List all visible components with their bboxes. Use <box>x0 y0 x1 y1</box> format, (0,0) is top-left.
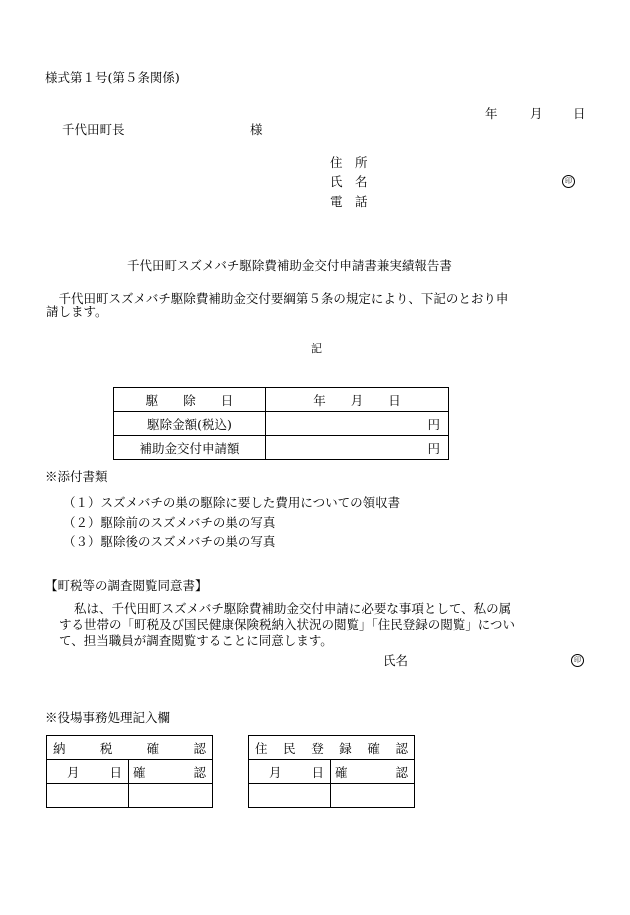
consent-name-label: 氏名 <box>383 653 409 668</box>
honorific: 様 <box>250 122 263 137</box>
resident-confirm-field[interactable] <box>331 784 415 808</box>
table-row <box>249 760 415 784</box>
attachments-heading: ※添付書類 <box>45 469 108 484</box>
resident-date-field[interactable] <box>249 784 331 808</box>
tax-confirmation-table <box>46 735 213 808</box>
phone-label: 電 話 <box>330 194 368 209</box>
table-row <box>114 436 449 460</box>
extermination-date-field[interactable]: 年 月 日 <box>266 388 449 412</box>
list-item: （１）スズメバチの巣の駆除に要した費用についての領収書 <box>63 495 401 510</box>
name-label: 氏 名 <box>330 174 368 189</box>
resident-confirmation-table <box>248 735 415 808</box>
details-table <box>113 387 449 460</box>
list-item: （２）駆除前のスズメバチの巣の写真 <box>63 515 276 530</box>
table-row <box>114 388 449 412</box>
date-month-label: 月 <box>530 106 543 121</box>
resident-date-header: 月 日 <box>269 764 324 780</box>
tax-date-header: 月 日 <box>67 764 122 780</box>
table-row <box>249 784 415 808</box>
tax-confirm-field[interactable] <box>129 784 213 808</box>
document-title: 千代田町スズメバチ駆除費補助金交付申請書兼実績報告書 <box>127 258 452 273</box>
tax-confirmation-title: 納 税 確 認 <box>53 740 206 756</box>
table-row <box>114 412 449 436</box>
form-number: 様式第１号(第５条関係) <box>45 70 180 85</box>
table-row <box>249 736 415 760</box>
seal-icon: 印 <box>562 175 575 188</box>
table-row <box>47 784 213 808</box>
consent-line-1: 私は、千代田町スズメバチ駆除費補助金交付申請に必要な事項として、私の属 <box>74 601 512 616</box>
tax-date-field[interactable] <box>47 784 129 808</box>
ki-label: 記 <box>311 342 322 355</box>
row-label: 駆除金額(税込) <box>114 412 266 436</box>
extermination-amount-field[interactable]: 円 <box>266 412 449 436</box>
list-item: （３）駆除後のスズメバチの巣の写真 <box>63 534 276 549</box>
resident-confirmation-title: 住 民 登 録 確 認 <box>255 740 408 756</box>
address-label: 住 所 <box>330 155 368 170</box>
consent-line-3: て、担当職員が調査閲覧することに同意します。 <box>59 633 333 648</box>
subsidy-amount-field[interactable]: 円 <box>266 436 449 460</box>
intro-line-2: 請します。 <box>46 304 108 319</box>
date-day-label: 日 <box>573 106 586 121</box>
office-heading: ※役場事務処理記入欄 <box>45 710 171 725</box>
consent-heading: 【町税等の調査閲覧同意書】 <box>45 578 208 593</box>
row-label: 駆 除 日 <box>114 388 266 412</box>
table-row <box>47 760 213 784</box>
tax-confirm-header: 確 認 <box>133 764 206 780</box>
seal-icon: 印 <box>571 654 584 667</box>
row-label: 補助金交付申請額 <box>114 436 266 460</box>
table-row <box>47 736 213 760</box>
addressee: 千代田町長 <box>62 122 125 137</box>
consent-line-2: する世帯の「町税及び国民健康保険税納入状況の閲覧」「住民登録の閲覧」につい <box>59 617 516 632</box>
intro-line-1: 千代田町スズメバチ駆除費補助金交付要綱第５条の規定により、下記のとおり申 <box>46 291 509 306</box>
resident-confirm-header: 確 認 <box>335 764 408 780</box>
date-year-label: 年 <box>485 106 498 121</box>
